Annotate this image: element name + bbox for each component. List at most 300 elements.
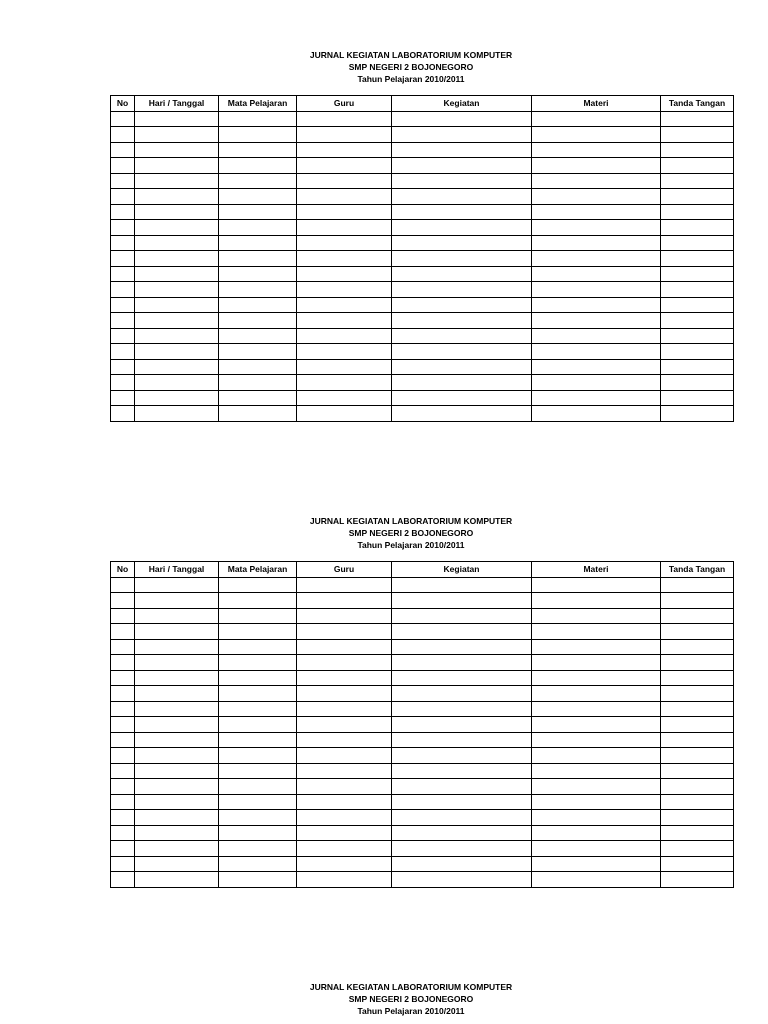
table-cell bbox=[219, 375, 297, 391]
table-cell bbox=[111, 856, 135, 872]
table-cell bbox=[392, 142, 532, 158]
table-cell bbox=[219, 779, 297, 795]
table-cell bbox=[297, 266, 392, 282]
table-cell bbox=[297, 406, 392, 422]
table-cell bbox=[392, 111, 532, 127]
table-cell bbox=[392, 732, 532, 748]
table-cell bbox=[297, 251, 392, 267]
table-cell bbox=[111, 111, 135, 127]
table-cell bbox=[297, 624, 392, 640]
table-cell bbox=[219, 655, 297, 671]
table-cell bbox=[111, 297, 135, 313]
table-cell bbox=[219, 251, 297, 267]
table-cell bbox=[297, 297, 392, 313]
table-cell bbox=[135, 406, 219, 422]
table-cell bbox=[297, 748, 392, 764]
table-cell bbox=[219, 717, 297, 733]
table-cell bbox=[135, 701, 219, 717]
table-cell bbox=[532, 406, 661, 422]
table-cell bbox=[661, 748, 734, 764]
table-cell bbox=[135, 344, 219, 360]
table-cell bbox=[532, 173, 661, 189]
table-cell bbox=[392, 779, 532, 795]
table-cell bbox=[532, 841, 661, 857]
table-cell bbox=[661, 670, 734, 686]
table-cell bbox=[297, 577, 392, 593]
table-cell bbox=[111, 204, 135, 220]
table-cell bbox=[392, 359, 532, 375]
table-cell bbox=[661, 701, 734, 717]
table-cell bbox=[219, 841, 297, 857]
table-cell bbox=[135, 670, 219, 686]
table-cell bbox=[111, 173, 135, 189]
table-cell bbox=[219, 204, 297, 220]
table-cell bbox=[111, 732, 135, 748]
col-header-date: Hari / Tanggal bbox=[135, 96, 219, 112]
table-cell bbox=[392, 655, 532, 671]
table-cell bbox=[661, 127, 734, 143]
table-cell bbox=[532, 686, 661, 702]
table-cell bbox=[532, 593, 661, 609]
school-name: SMP NEGERI 2 BOJONEGORO bbox=[348, 528, 474, 538]
table-header-row bbox=[111, 96, 734, 112]
journal-header bbox=[0, 49, 768, 85]
table-cell bbox=[392, 872, 532, 888]
table-cell bbox=[532, 779, 661, 795]
table-row bbox=[111, 624, 734, 640]
table-cell bbox=[532, 670, 661, 686]
table-cell bbox=[111, 841, 135, 857]
table-cell bbox=[111, 624, 135, 640]
academic-year: Tahun Pelajaran 2010/2011 bbox=[357, 540, 465, 550]
table-cell bbox=[297, 841, 392, 857]
table-cell bbox=[532, 732, 661, 748]
table-cell bbox=[219, 297, 297, 313]
table-cell bbox=[297, 313, 392, 329]
table-cell bbox=[219, 701, 297, 717]
table-cell bbox=[297, 608, 392, 624]
table-cell bbox=[297, 344, 392, 360]
table-cell bbox=[661, 297, 734, 313]
table-cell bbox=[532, 825, 661, 841]
table-cell bbox=[219, 794, 297, 810]
col-header-activity: Kegiatan bbox=[392, 96, 532, 112]
table-cell bbox=[661, 251, 734, 267]
table-cell bbox=[661, 810, 734, 826]
table-row bbox=[111, 111, 734, 127]
table-cell bbox=[532, 608, 661, 624]
table-row bbox=[111, 872, 734, 888]
table-cell bbox=[111, 670, 135, 686]
table-cell bbox=[392, 624, 532, 640]
table-cell bbox=[661, 282, 734, 298]
table-row bbox=[111, 593, 734, 609]
table-cell bbox=[297, 686, 392, 702]
table-row bbox=[111, 732, 734, 748]
table-row bbox=[111, 639, 734, 655]
table-cell bbox=[392, 328, 532, 344]
table-cell bbox=[135, 841, 219, 857]
table-row bbox=[111, 406, 734, 422]
table-cell bbox=[297, 375, 392, 391]
table-cell bbox=[219, 763, 297, 779]
table-cell bbox=[297, 810, 392, 826]
table-row bbox=[111, 297, 734, 313]
table-cell bbox=[661, 142, 734, 158]
table-row bbox=[111, 328, 734, 344]
table-cell bbox=[135, 220, 219, 236]
table-cell bbox=[392, 593, 532, 609]
table-cell bbox=[111, 655, 135, 671]
table-cell bbox=[135, 872, 219, 888]
table-cell bbox=[392, 577, 532, 593]
table-cell bbox=[661, 204, 734, 220]
table-cell bbox=[661, 624, 734, 640]
academic-year: Tahun Pelajaran 2010/2011 bbox=[357, 74, 465, 84]
table-cell bbox=[532, 158, 661, 174]
col-header-no: No bbox=[111, 96, 135, 112]
table-cell bbox=[532, 204, 661, 220]
table-cell bbox=[661, 406, 734, 422]
table-cell bbox=[135, 328, 219, 344]
table-cell bbox=[392, 608, 532, 624]
table-cell bbox=[297, 282, 392, 298]
table-row bbox=[111, 173, 734, 189]
table-cell bbox=[111, 344, 135, 360]
table-cell bbox=[135, 313, 219, 329]
table-cell bbox=[135, 624, 219, 640]
table-cell bbox=[532, 266, 661, 282]
table-cell bbox=[219, 173, 297, 189]
table-cell bbox=[219, 235, 297, 251]
table-cell bbox=[111, 763, 135, 779]
table-cell bbox=[111, 779, 135, 795]
table-row bbox=[111, 235, 734, 251]
table-cell bbox=[135, 266, 219, 282]
table-cell bbox=[392, 189, 532, 205]
table-cell bbox=[111, 328, 135, 344]
table-cell bbox=[111, 359, 135, 375]
table-cell bbox=[111, 577, 135, 593]
table-row bbox=[111, 344, 734, 360]
table-cell bbox=[111, 701, 135, 717]
journal-header bbox=[0, 981, 768, 1017]
table-cell bbox=[219, 639, 297, 655]
table-cell bbox=[392, 158, 532, 174]
table-cell bbox=[392, 639, 532, 655]
table-cell bbox=[661, 872, 734, 888]
table-cell bbox=[532, 142, 661, 158]
table-cell bbox=[111, 142, 135, 158]
table-row bbox=[111, 748, 734, 764]
table-cell bbox=[661, 732, 734, 748]
table-cell bbox=[392, 810, 532, 826]
table-cell bbox=[219, 111, 297, 127]
table-cell bbox=[135, 686, 219, 702]
table-cell bbox=[392, 266, 532, 282]
table-cell bbox=[135, 235, 219, 251]
table-cell bbox=[661, 686, 734, 702]
col-header-no: No bbox=[111, 562, 135, 578]
table-cell bbox=[135, 593, 219, 609]
table-cell bbox=[219, 390, 297, 406]
table-cell bbox=[219, 872, 297, 888]
table-cell bbox=[219, 359, 297, 375]
table-cell bbox=[392, 344, 532, 360]
table-row bbox=[111, 841, 734, 857]
table-cell bbox=[532, 297, 661, 313]
col-header-teacher: Guru bbox=[297, 562, 392, 578]
table-cell bbox=[111, 872, 135, 888]
table-cell bbox=[297, 655, 392, 671]
table-cell bbox=[111, 127, 135, 143]
table-cell bbox=[297, 593, 392, 609]
table-row bbox=[111, 189, 734, 205]
col-header-material: Materi bbox=[532, 96, 661, 112]
table-cell bbox=[392, 127, 532, 143]
table-cell bbox=[135, 375, 219, 391]
table-cell bbox=[135, 732, 219, 748]
table-cell bbox=[661, 655, 734, 671]
table-cell bbox=[392, 204, 532, 220]
table-cell bbox=[111, 748, 135, 764]
table-cell bbox=[219, 406, 297, 422]
school-name: SMP NEGERI 2 BOJONEGORO bbox=[348, 62, 474, 72]
table-cell bbox=[392, 235, 532, 251]
table-cell bbox=[135, 810, 219, 826]
table-cell bbox=[219, 825, 297, 841]
table-cell bbox=[297, 701, 392, 717]
table-cell bbox=[532, 235, 661, 251]
table-cell bbox=[297, 204, 392, 220]
col-header-signature: Tanda Tangan bbox=[661, 562, 734, 578]
table-cell bbox=[111, 639, 135, 655]
table-cell bbox=[219, 577, 297, 593]
table-cell bbox=[135, 282, 219, 298]
table-cell bbox=[135, 127, 219, 143]
table-cell bbox=[532, 189, 661, 205]
table-cell bbox=[661, 220, 734, 236]
table-cell bbox=[297, 189, 392, 205]
table-cell bbox=[297, 220, 392, 236]
table-cell bbox=[392, 825, 532, 841]
table-cell bbox=[392, 717, 532, 733]
table-cell bbox=[661, 266, 734, 282]
table-cell bbox=[111, 608, 135, 624]
table-cell bbox=[297, 142, 392, 158]
table-cell bbox=[219, 748, 297, 764]
table-cell bbox=[111, 313, 135, 329]
table-cell bbox=[297, 732, 392, 748]
journal-title: JURNAL KEGIATAN LABORATORIUM KOMPUTER bbox=[309, 516, 513, 526]
table-cell bbox=[661, 593, 734, 609]
table-row bbox=[111, 251, 734, 267]
journal-title: JURNAL KEGIATAN LABORATORIUM KOMPUTER bbox=[309, 50, 513, 60]
table-cell bbox=[135, 204, 219, 220]
table-cell bbox=[532, 577, 661, 593]
table-row bbox=[111, 282, 734, 298]
table-cell bbox=[135, 111, 219, 127]
table-row bbox=[111, 810, 734, 826]
table-row bbox=[111, 856, 734, 872]
table-cell bbox=[532, 655, 661, 671]
table-cell bbox=[219, 344, 297, 360]
journal-header bbox=[0, 515, 768, 551]
table-cell bbox=[392, 173, 532, 189]
table-cell bbox=[532, 639, 661, 655]
table-cell bbox=[297, 872, 392, 888]
table-cell bbox=[532, 717, 661, 733]
table-cell bbox=[392, 670, 532, 686]
table-cell bbox=[297, 359, 392, 375]
table-cell bbox=[219, 127, 297, 143]
table-cell bbox=[661, 825, 734, 841]
table-cell bbox=[135, 608, 219, 624]
table-cell bbox=[392, 701, 532, 717]
col-header-material: Materi bbox=[532, 562, 661, 578]
table-cell bbox=[661, 608, 734, 624]
table-cell bbox=[297, 639, 392, 655]
table-cell bbox=[219, 282, 297, 298]
table-cell bbox=[111, 282, 135, 298]
table-cell bbox=[111, 235, 135, 251]
school-name: SMP NEGERI 2 BOJONEGORO bbox=[348, 994, 474, 1004]
table-cell bbox=[661, 359, 734, 375]
table-cell bbox=[297, 825, 392, 841]
table-cell bbox=[297, 779, 392, 795]
table-cell bbox=[392, 841, 532, 857]
table-cell bbox=[661, 794, 734, 810]
table-cell bbox=[297, 794, 392, 810]
table-cell bbox=[219, 624, 297, 640]
table-cell bbox=[532, 763, 661, 779]
table-cell bbox=[135, 189, 219, 205]
table-row bbox=[111, 313, 734, 329]
table-row bbox=[111, 266, 734, 282]
table-cell bbox=[111, 825, 135, 841]
table-cell bbox=[392, 686, 532, 702]
table-row bbox=[111, 825, 734, 841]
table-cell bbox=[297, 763, 392, 779]
table-cell bbox=[111, 390, 135, 406]
academic-year: Tahun Pelajaran 2010/2011 bbox=[357, 1006, 465, 1016]
table-cell bbox=[392, 220, 532, 236]
table-cell bbox=[111, 220, 135, 236]
table-cell bbox=[219, 732, 297, 748]
table-cell bbox=[392, 251, 532, 267]
table-row bbox=[111, 686, 734, 702]
table-cell bbox=[297, 111, 392, 127]
table-cell bbox=[392, 282, 532, 298]
table-cell bbox=[219, 608, 297, 624]
table-cell bbox=[111, 810, 135, 826]
table-row bbox=[111, 127, 734, 143]
table-cell bbox=[392, 856, 532, 872]
table-cell bbox=[661, 639, 734, 655]
table-row bbox=[111, 220, 734, 236]
table-cell bbox=[392, 297, 532, 313]
table-cell bbox=[661, 856, 734, 872]
table-cell bbox=[111, 593, 135, 609]
table-cell bbox=[297, 390, 392, 406]
table-row bbox=[111, 390, 734, 406]
table-cell bbox=[661, 328, 734, 344]
col-header-subject: Mata Pelajaran bbox=[219, 96, 297, 112]
table-cell bbox=[297, 235, 392, 251]
table-cell bbox=[111, 794, 135, 810]
table-cell bbox=[219, 266, 297, 282]
journal-table bbox=[110, 95, 734, 422]
table-cell bbox=[532, 220, 661, 236]
table-cell bbox=[135, 173, 219, 189]
table-cell bbox=[219, 158, 297, 174]
table-row bbox=[111, 670, 734, 686]
table-cell bbox=[297, 856, 392, 872]
table-cell bbox=[135, 390, 219, 406]
table-header-row bbox=[111, 562, 734, 578]
table-cell bbox=[532, 328, 661, 344]
table-cell bbox=[219, 670, 297, 686]
table-cell bbox=[297, 717, 392, 733]
table-cell bbox=[219, 189, 297, 205]
table-cell bbox=[661, 763, 734, 779]
table-cell bbox=[297, 158, 392, 174]
table-cell bbox=[661, 313, 734, 329]
table-cell bbox=[219, 810, 297, 826]
col-header-date: Hari / Tanggal bbox=[135, 562, 219, 578]
table-row bbox=[111, 204, 734, 220]
journal-title: JURNAL KEGIATAN LABORATORIUM KOMPUTER bbox=[309, 982, 513, 992]
table-cell bbox=[219, 313, 297, 329]
table-cell bbox=[532, 375, 661, 391]
table-cell bbox=[532, 748, 661, 764]
table-cell bbox=[111, 189, 135, 205]
col-header-subject: Mata Pelajaran bbox=[219, 562, 297, 578]
table-cell bbox=[532, 856, 661, 872]
table-cell bbox=[661, 235, 734, 251]
table-cell bbox=[661, 173, 734, 189]
table-row bbox=[111, 763, 734, 779]
table-cell bbox=[661, 344, 734, 360]
col-header-teacher: Guru bbox=[297, 96, 392, 112]
table-cell bbox=[297, 173, 392, 189]
table-cell bbox=[297, 328, 392, 344]
table-row bbox=[111, 375, 734, 391]
table-cell bbox=[532, 794, 661, 810]
table-cell bbox=[661, 577, 734, 593]
table-cell bbox=[392, 748, 532, 764]
table-cell bbox=[135, 794, 219, 810]
table-cell bbox=[532, 282, 661, 298]
table-cell bbox=[219, 593, 297, 609]
table-cell bbox=[297, 127, 392, 143]
table-cell bbox=[661, 779, 734, 795]
table-cell bbox=[135, 779, 219, 795]
table-cell bbox=[661, 375, 734, 391]
table-cell bbox=[532, 111, 661, 127]
table-cell bbox=[661, 189, 734, 205]
table-cell bbox=[135, 717, 219, 733]
table-row bbox=[111, 794, 734, 810]
table-row bbox=[111, 779, 734, 795]
table-cell bbox=[532, 810, 661, 826]
table-cell bbox=[111, 375, 135, 391]
table-cell bbox=[532, 344, 661, 360]
table-cell bbox=[392, 794, 532, 810]
table-cell bbox=[219, 856, 297, 872]
table-cell bbox=[111, 406, 135, 422]
table-cell bbox=[135, 251, 219, 267]
